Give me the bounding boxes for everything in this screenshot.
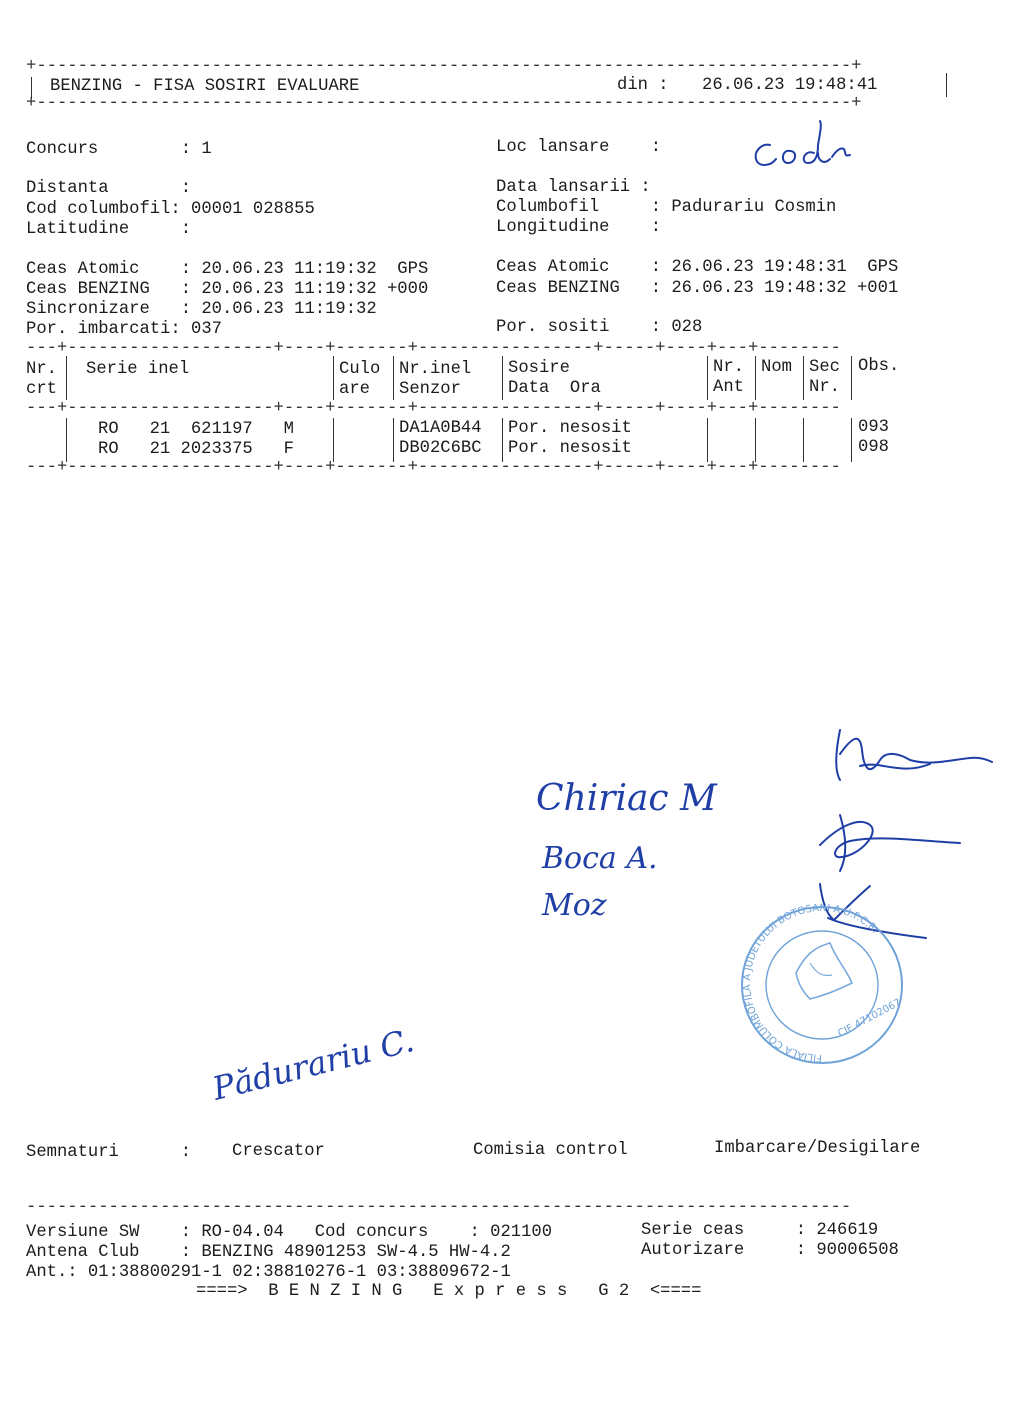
round-stamp [736,903,908,1067]
row-1-senzor: DA1A0B44 [399,419,482,438]
svg-text:Pădurariu C.: Pădurariu C. [208,1021,418,1108]
din-datetime: 26.06.23 19:48:41 [702,76,878,95]
row-1-obs: 093 [858,418,889,437]
footer-line-1-right: Serie ceas : 246619 [641,1221,879,1240]
por-imbarcati-line: Por. imbarcati: 037 [26,320,222,339]
longitudine-line: Longitudine : [496,218,662,237]
row-sep-6 [755,418,756,462]
footer-brand: ====> B E N Z I N G E x p r e s s G 2 <==== [196,1282,702,1301]
col-sep-3 [393,356,394,400]
handwritten-loc-lansare [740,115,870,175]
header-border-top: +-------------------------------------------------------------------------------+ [26,57,862,76]
col-sep-5 [707,356,708,400]
table-border-middle: ---+--------------------+----+-------+-----------------+-----+----+---+-------- [26,399,841,418]
th-nom: Nom [761,358,792,377]
row-sep-7 [803,418,804,462]
row-sep-1 [66,418,67,462]
th-obs: Obs. [858,357,900,376]
svg-text:Moz: Moz [542,888,607,923]
latitudine-line: Latitudine : [26,220,192,239]
footer-line-2-left: Antena Club : BENZING 48901253 SW-4.5 HW-4.2 [26,1243,511,1262]
th-nr-ant-1: Nr. [713,358,744,377]
svg-text:FILIALA COLUMBOFILA A JUDETULU: FILIALA COLUMBOFILA A JUDETULUI BOTOSANI A.U.F.C.R. [741,903,881,1064]
por-sositi-line: Por. sositi : 028 [496,318,703,337]
data-lansarii-line: Data lansarii : [496,178,651,197]
footer-line-3: Ant.: 01:38800291-1 02:38810276-1 03:38809672-1 [26,1263,511,1282]
handwritten-crescator-name [210,1010,460,1120]
signature-1 [820,720,1000,790]
row-2-obs: 098 [858,438,889,457]
row-sep-4 [502,418,503,462]
row-1-serie-inel: RO 21 621197 M [98,420,294,439]
row-sep-8 [851,418,852,462]
col-sep-7 [803,356,804,400]
th-serie-inel: Serie inel [86,360,190,379]
report-title: BENZING - FISA SOSIRI EVALUARE [50,77,360,96]
svg-text:Chiriac M: Chiriac M [536,778,717,819]
ceas-benzing-end: Ceas BENZING : 26.06.23 19:48:32 +001 [496,279,899,298]
semnaturi-label: Semnaturi : [26,1143,192,1162]
th-nr-inel-2: Senzor [399,380,461,399]
th-nr-crt-1: Nr. [26,360,57,379]
row-1-sosire: Por. nesosit [508,419,632,438]
ceas-atomic-start: Ceas Atomic : 20.06.23 11:19:32 GPS [26,260,429,279]
ceas-atomic-end: Ceas Atomic : 26.06.23 19:48:31 GPS [496,258,899,277]
th-nr-inel-1: Nr.inel [399,360,472,379]
imbarcare-desigilare-label: Imbarcare/Desigilare [714,1139,921,1158]
footer-divider: -------------------------------------------------------------------------------- [26,1198,852,1217]
th-sosire-1: Sosire [508,359,570,378]
th-sec-nr-1: Sec [809,358,840,377]
crescator-label: Crescator [232,1142,325,1161]
sincronizare-line: Sincronizare : 20.06.23 11:19:32 [26,300,377,319]
col-sep-4 [502,356,503,400]
col-sep-1 [66,356,67,400]
svg-text:Boca A.: Boca A. [542,841,658,876]
comisia-control-label: Comisia control [473,1141,628,1160]
col-sep-2 [333,356,334,400]
th-sec-nr-2: Nr. [809,378,840,397]
loc-lansare-line: Loc lansare : [496,138,662,157]
concurs-line: Concurs : 1 [26,140,212,159]
row-sep-5 [707,418,708,462]
col-sep-8 [851,356,852,400]
th-sosire-2: Data Ora [508,379,601,398]
row-2-sosire: Por. nesosit [508,439,632,458]
footer-line-1-left: Versiune SW : RO-04.04 Cod concurs : 021100 [26,1223,553,1242]
cod-columbofil-line: Cod columbofil: 00001 028855 [26,200,315,219]
row-2-serie-inel: RO 21 2023375 F [98,440,294,459]
row-sep-3 [393,418,394,462]
din-label: din : [617,76,669,95]
th-nr-crt-2: crt [26,380,57,399]
th-culoare-2: are [339,380,370,399]
col-sep-6 [755,356,756,400]
row-sep-2 [333,418,334,462]
table-border-top: ---+--------------------+----+-------+-----------------+-----+----+---+-------- [26,339,841,358]
ceas-benzing-start: Ceas BENZING : 20.06.23 11:19:32 +000 [26,280,429,299]
svg-text:CIF 47102067: CIF 47102067 [836,997,904,1040]
distanta-line: Distanta : [26,179,192,198]
signature-2 [790,805,970,875]
th-nr-ant-2: Ant [713,378,744,397]
row-2-senzor: DB02C6BC [399,439,482,458]
table-border-bottom: ---+--------------------+----+-------+-----------------+-----+----+---+-------- [26,458,841,477]
header-border-bottom: +-------------------------------------------------------------------------------+ [26,94,862,113]
columbofil-line: Columbofil : Padurariu Cosmin [496,198,837,217]
footer-line-2-right: Autorizare : 90006508 [641,1241,899,1260]
th-culoare-1: Culo [339,360,381,379]
